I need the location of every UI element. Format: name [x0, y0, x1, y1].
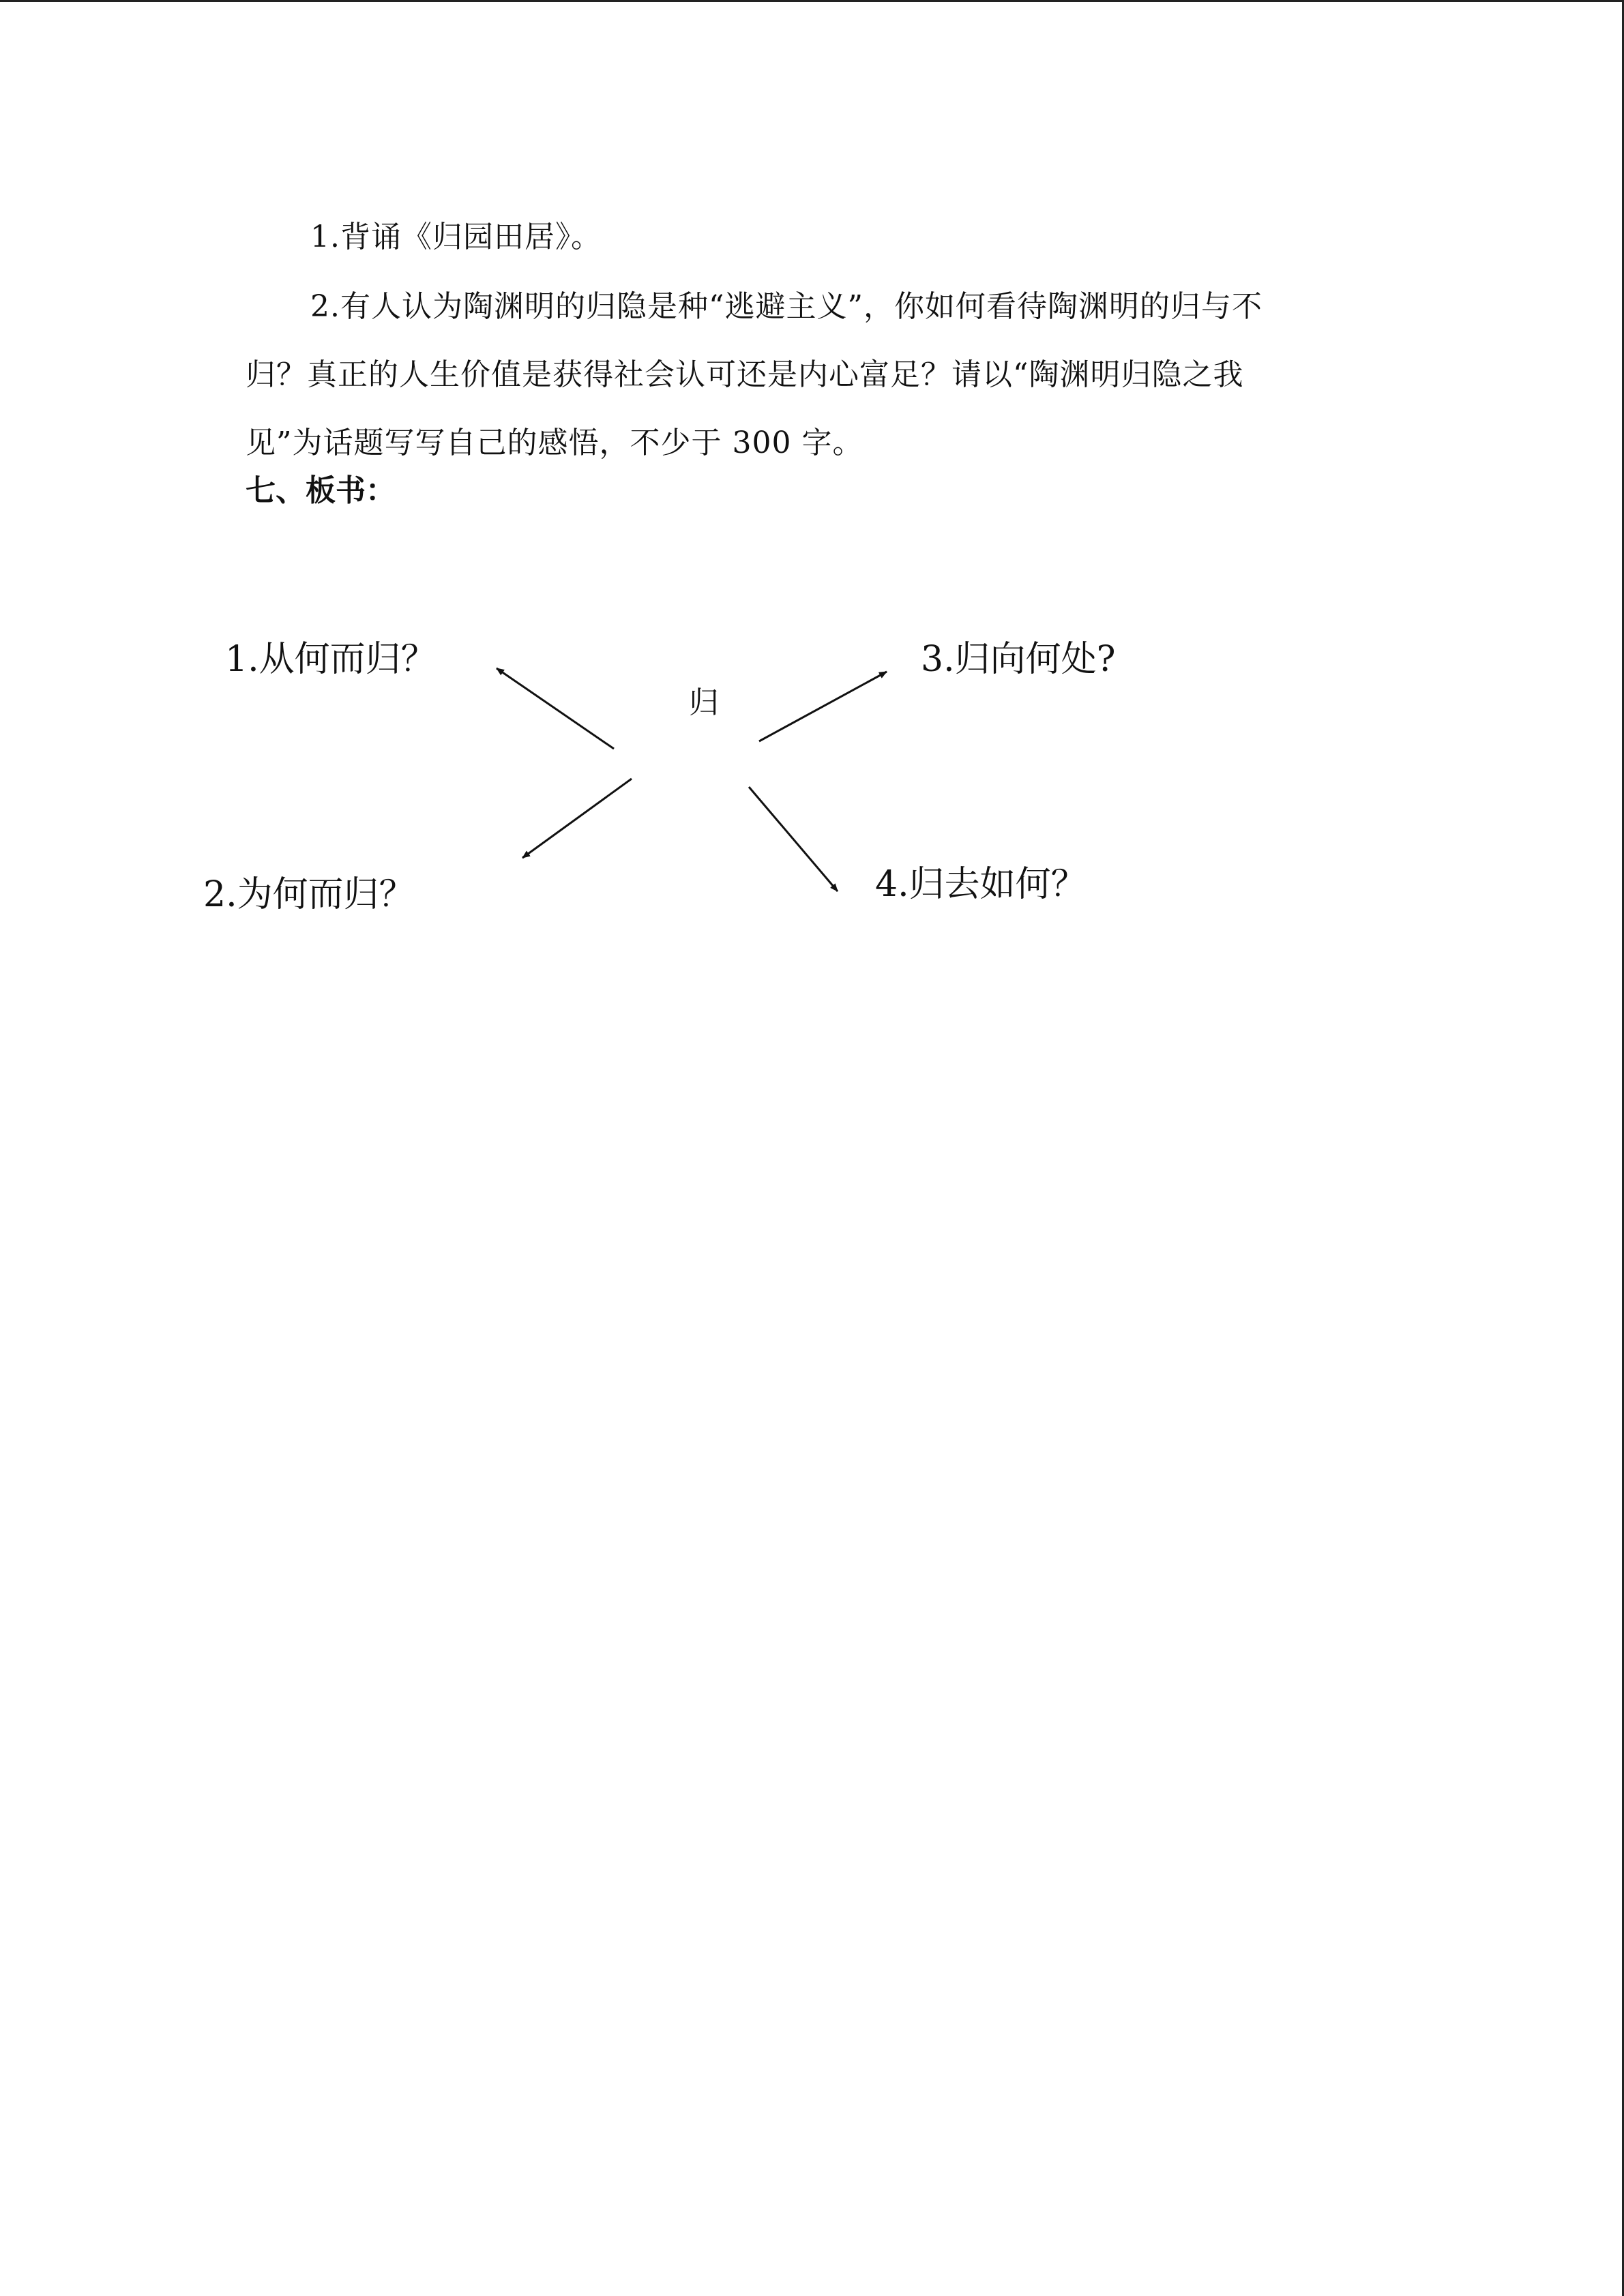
board-question-2: 2.为何而归？	[203, 874, 415, 915]
arrow-to-question-3	[759, 672, 887, 741]
homework-item-2-line-1: 2.有人认为陶渊明的归隐是种“逃避主义”，你如何看待陶渊明的归与不	[310, 289, 1263, 324]
section-heading-board: 七、板书：	[246, 473, 396, 508]
homework-item-2-line-2: 归？真正的人生价值是获得社会认可还是内心富足？请以“陶渊明归隐之我	[246, 357, 1244, 392]
board-center-char: 归	[689, 685, 719, 720]
arrow-to-question-2	[522, 779, 632, 858]
homework-item-2-line-3: 见”为话题写写自己的感悟，不少于 300 字。	[246, 426, 863, 460]
board-question-3: 3.归向何处?	[921, 639, 1116, 680]
arrow-to-question-1	[497, 668, 614, 749]
arrow-to-question-4	[749, 787, 838, 891]
board-question-1: 1.从何而归？	[225, 639, 437, 680]
board-question-4: 4.归去如何？	[875, 864, 1087, 905]
homework-item-1: 1.背诵《归园田居》。	[310, 220, 602, 254]
